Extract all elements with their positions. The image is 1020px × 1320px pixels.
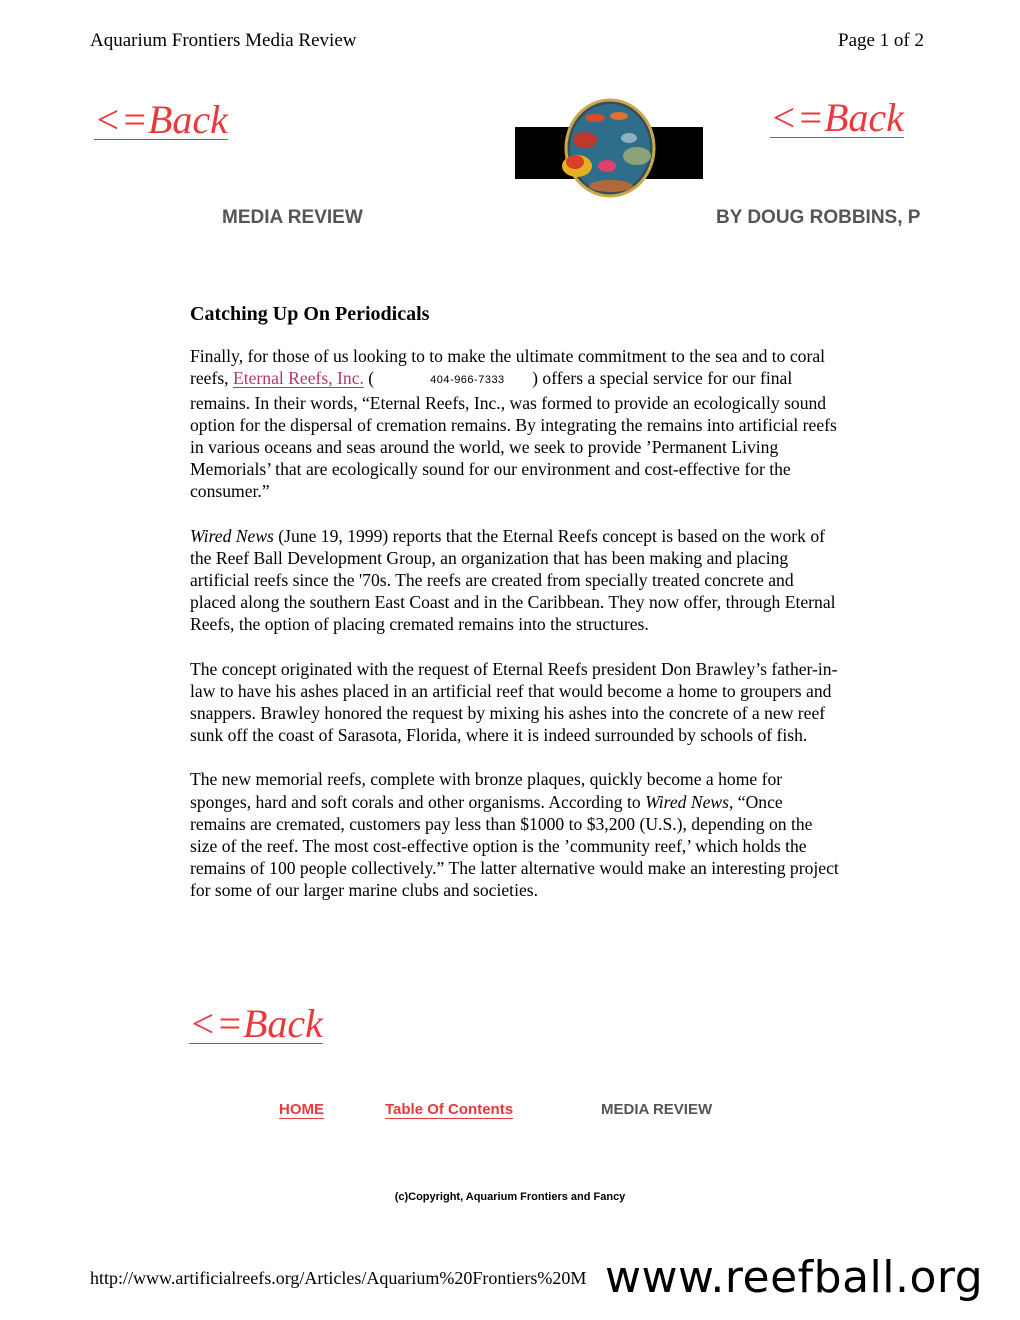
p4-text-start: The new memorial reefs, complete with bronze plaques, quickly become a home for sponges, hard and soft corals and other organisms. According to [190, 769, 783, 812]
back-link-top-left[interactable]: <=Back [94, 97, 228, 142]
p1-text-start: Finally, for those of us looking to to make the ultimate commitment to the sea and to coral reefs, [190, 346, 826, 389]
eternal-reefs-link[interactable]: Eternal Reefs, Inc. [232, 368, 364, 389]
p2-source: Wired News [190, 525, 274, 546]
back-link-top-right[interactable]: <=Back [770, 95, 904, 140]
article-paragraph-4 [190, 768, 840, 901]
back-link-bottom[interactable]: <=Back [189, 1001, 323, 1046]
nav-toc-link[interactable]: Table Of Contents [385, 1101, 514, 1118]
aquarium-logo [515, 98, 705, 198]
article-paragraph-2 [190, 525, 840, 636]
print-header-title: Aquarium Frontiers Media Review [90, 30, 357, 51]
p4-source: Wired News [645, 791, 729, 812]
copyright-notice: (c)Copyright, Aquarium Frontiers and Fancy [394, 1191, 626, 1203]
p1-text-rest: ) offers a special service for our final remains. In their words, “Eternal Reefs, Inc., was formed to provide an ecologically sound option for the dispersal of cremation remains. By integrating the remains into artificial reefs in various oceans and seas around the world, we seek to provide ’Permanent Living Memorials’ that are ecologically sound for our environment and cost-effective for the consumer.” [190, 368, 837, 502]
p2-text: (June 19, 1999) reports that the Eternal Reefs concept is based on the work of the Reef Ball Development Group, an organization that has been making and placing artificial reefs since the '70s. The reefs are created from specially treated concrete and placed along the southern East Coast and in the Caribbean. They now offer, through Eternal Reefs, the option of placing cremated remains into the structures. [190, 525, 836, 635]
p1-paren: ( [363, 368, 375, 389]
nav-home-link[interactable]: HOME [279, 1101, 324, 1118]
footer-url: http://www.artificialreefs.org/Articles/Aquarium%20Frontiers%20M [90, 1268, 587, 1288]
nav-current-section: MEDIA REVIEW [601, 1101, 713, 1118]
phone-number: 404-966-7333 [430, 374, 505, 387]
article-paragraph-3: The concept originated with the request of Eternal Reefs president Don Brawley’s father-in-law to have his ashes placed in an artificial reef that would become a home to groupers and snappers. Brawley honored the request by mixing his ashes into the concrete of a new reef sunk off the coast of Sarasota, Florida, where it is indeed surrounded by schools of fish. [190, 658, 838, 746]
article-paragraph-1 [190, 345, 840, 502]
reefball-watermark: www.reefball.org [605, 1252, 984, 1303]
page-indicator: Page 1 of 2 [838, 30, 925, 51]
aquarium-logo-graphic [515, 98, 705, 198]
section-label: MEDIA REVIEW [222, 207, 363, 228]
byline: BY DOUG ROBBINS, P [716, 207, 921, 228]
p4-text-rest: , “Once remains are cremated, customers pay less than $1000 to $3,200 (U.S.), depending on the size of the reef. The most cost-effective option is the ’community reef,’ which holds the remains of 100 people collectively.” The latter alternative would make an interesting project for some of our larger marine clubs and societies. [190, 791, 839, 901]
article-body [190, 303, 840, 924]
article-heading: Catching Up On Periodicals [190, 303, 430, 325]
